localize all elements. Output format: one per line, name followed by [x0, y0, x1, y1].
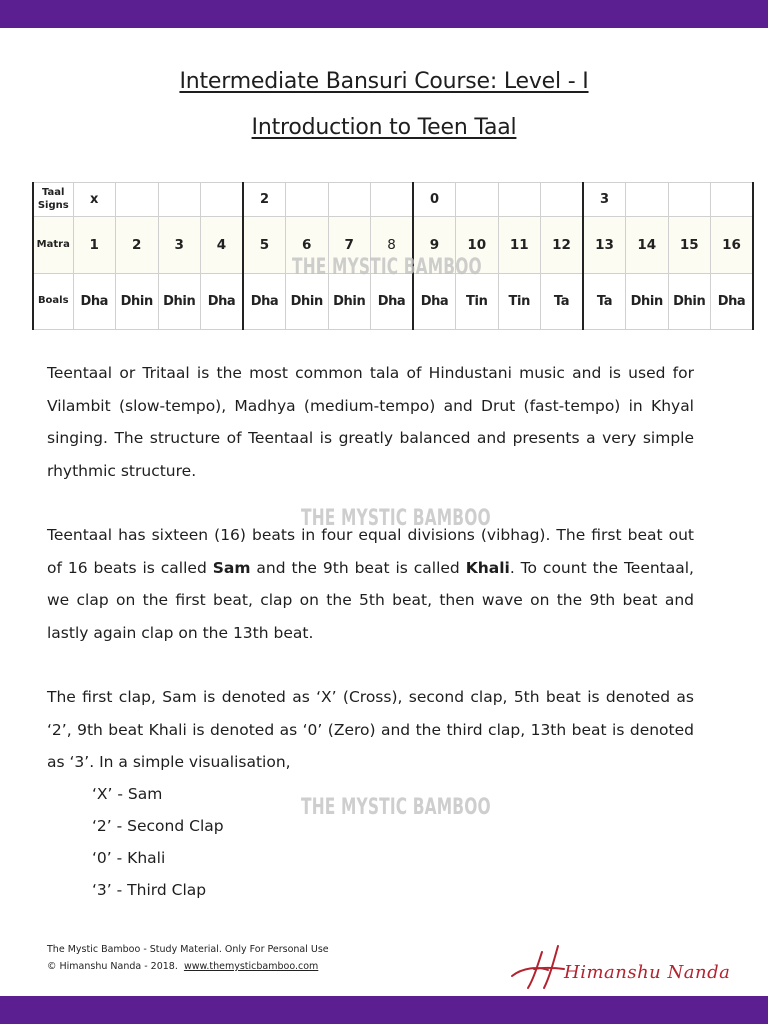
watermark-text: THE MYSTIC BAMBOO [301, 506, 491, 531]
list-item: ‘2’ - Second Clap [92, 817, 224, 835]
boal-cell: Dha [371, 274, 414, 330]
boal-cell: Tin [498, 274, 541, 330]
khali-term: Khali [465, 558, 510, 577]
matra-cell: 3 [158, 217, 201, 274]
sign-cell: 2 [243, 183, 286, 217]
boal-cell: Dhin [158, 274, 201, 330]
footer [47, 941, 329, 975]
matra-cell: 12 [541, 217, 584, 274]
lesson-title: Introduction to Teen Taal [251, 115, 517, 141]
visualisation-list [92, 778, 224, 906]
matra-cell: 9 [413, 217, 456, 274]
boal-cell: Dhin [626, 274, 669, 330]
boal-cell: Ta [541, 274, 584, 330]
matra-cell: 14 [626, 217, 669, 274]
top-color-bar [0, 0, 768, 28]
beats-text-part1: Teentaal has sixteen (16) beats in four equal divisions (vibhag). The first beat out of 16 beats is called [47, 526, 694, 577]
row-label-boals: Boals [33, 274, 73, 330]
matra-cell: 15 [668, 217, 711, 274]
signature-flourish [512, 946, 564, 988]
watermark-text: THE MYSTIC BAMBOO [292, 255, 482, 280]
beats-text-part2: and the 9th beat is called [250, 558, 466, 577]
watermark-text: THE MYSTIC BAMBOO [301, 795, 491, 820]
boal-cell: Tin [456, 274, 499, 330]
sign-cell: x [73, 183, 116, 217]
sign-cell: 0 [413, 183, 456, 217]
sam-term: Sam [212, 558, 251, 577]
matra-cell: 11 [498, 217, 541, 274]
notation-paragraph: The first clap, Sam is denoted as ‘X’ (Cross), second clap, 5th beat is denoted as ‘2’, 9th beat Khali is denoted as ‘0’ (Zero) and the third clap, 13th beat is denoted as ‘3’. In a simple visualisation, [47, 688, 694, 771]
sign-cell [158, 183, 201, 217]
boal-cell: Dha [73, 274, 116, 330]
matra-cell: 2 [116, 217, 159, 274]
list-item: ‘3’ - Third Clap [92, 881, 207, 899]
beats-paragraph [47, 519, 694, 649]
matra-cell: 5 [243, 217, 286, 274]
list-item: ‘X’ - Sam [92, 785, 163, 803]
boal-cell: Dha [711, 274, 754, 330]
sign-cell [286, 183, 329, 217]
row-label-matra: Matra [33, 217, 73, 274]
sign-cell [711, 183, 754, 217]
beats-text-part3: . To count the Teentaal, we clap on the first beat, clap on the 5th beat, then wave on the 9th beat and lastly again clap on the 13th beat. [47, 558, 694, 642]
list-item: ‘0’ - Khali [92, 849, 166, 867]
boal-cell: Dha [413, 274, 456, 330]
matra-cell: 4 [201, 217, 244, 274]
matra-cell: 1 [73, 217, 116, 274]
website-link[interactable]: www.themysticbamboo.com [183, 961, 319, 972]
sign-cell [456, 183, 499, 217]
intro-paragraph: Teentaal or Tritaal is the most common tala of Hindustani music and is used for Vilambit (slow-tempo), Madhya (medium-tempo) and Drut (fast-tempo) in Khyal singing. The structure of Teentaal is greatly balanced and presents a very simple rhythmic structure. [47, 364, 694, 480]
sign-cell [371, 183, 414, 217]
matra-cell: 10 [456, 217, 499, 274]
boal-cell: Dhin [116, 274, 159, 330]
sign-cell: 3 [583, 183, 626, 217]
sign-cell [668, 183, 711, 217]
boal-cell: Dha [201, 274, 244, 330]
sign-cell [201, 183, 244, 217]
copyright-text: © Himanshu Nanda - 2018. [47, 961, 178, 972]
course-title: Intermediate Bansuri Course: Level - I [179, 68, 589, 94]
matra-cell: 13 [583, 217, 626, 274]
row-label-taal-signs: Taal Signs [33, 183, 73, 217]
boal-cell: Dha [243, 274, 286, 330]
sign-cell [541, 183, 584, 217]
taal-signs-row [33, 183, 753, 217]
sign-cell [116, 183, 159, 217]
boal-cell: Ta [583, 274, 626, 330]
footer-copyright [47, 958, 329, 975]
signature-text: Himanshu Nanda [564, 962, 731, 983]
sign-cell [498, 183, 541, 217]
boal-cell: Dhin [286, 274, 329, 330]
sign-cell [626, 183, 669, 217]
matra-cell: 8 [371, 217, 414, 274]
matra-cell: 16 [711, 217, 754, 274]
author-signature [504, 938, 748, 992]
bottom-color-bar [0, 996, 768, 1024]
boals-row [33, 274, 753, 330]
sign-cell [328, 183, 371, 217]
matra-cell: 6 [286, 217, 329, 274]
matra-cell: 7 [328, 217, 371, 274]
boal-cell: Dhin [668, 274, 711, 330]
boal-cell: Dhin [328, 274, 371, 330]
footer-notice: The Mystic Bamboo - Study Material. Only For Personal Use [47, 944, 329, 955]
